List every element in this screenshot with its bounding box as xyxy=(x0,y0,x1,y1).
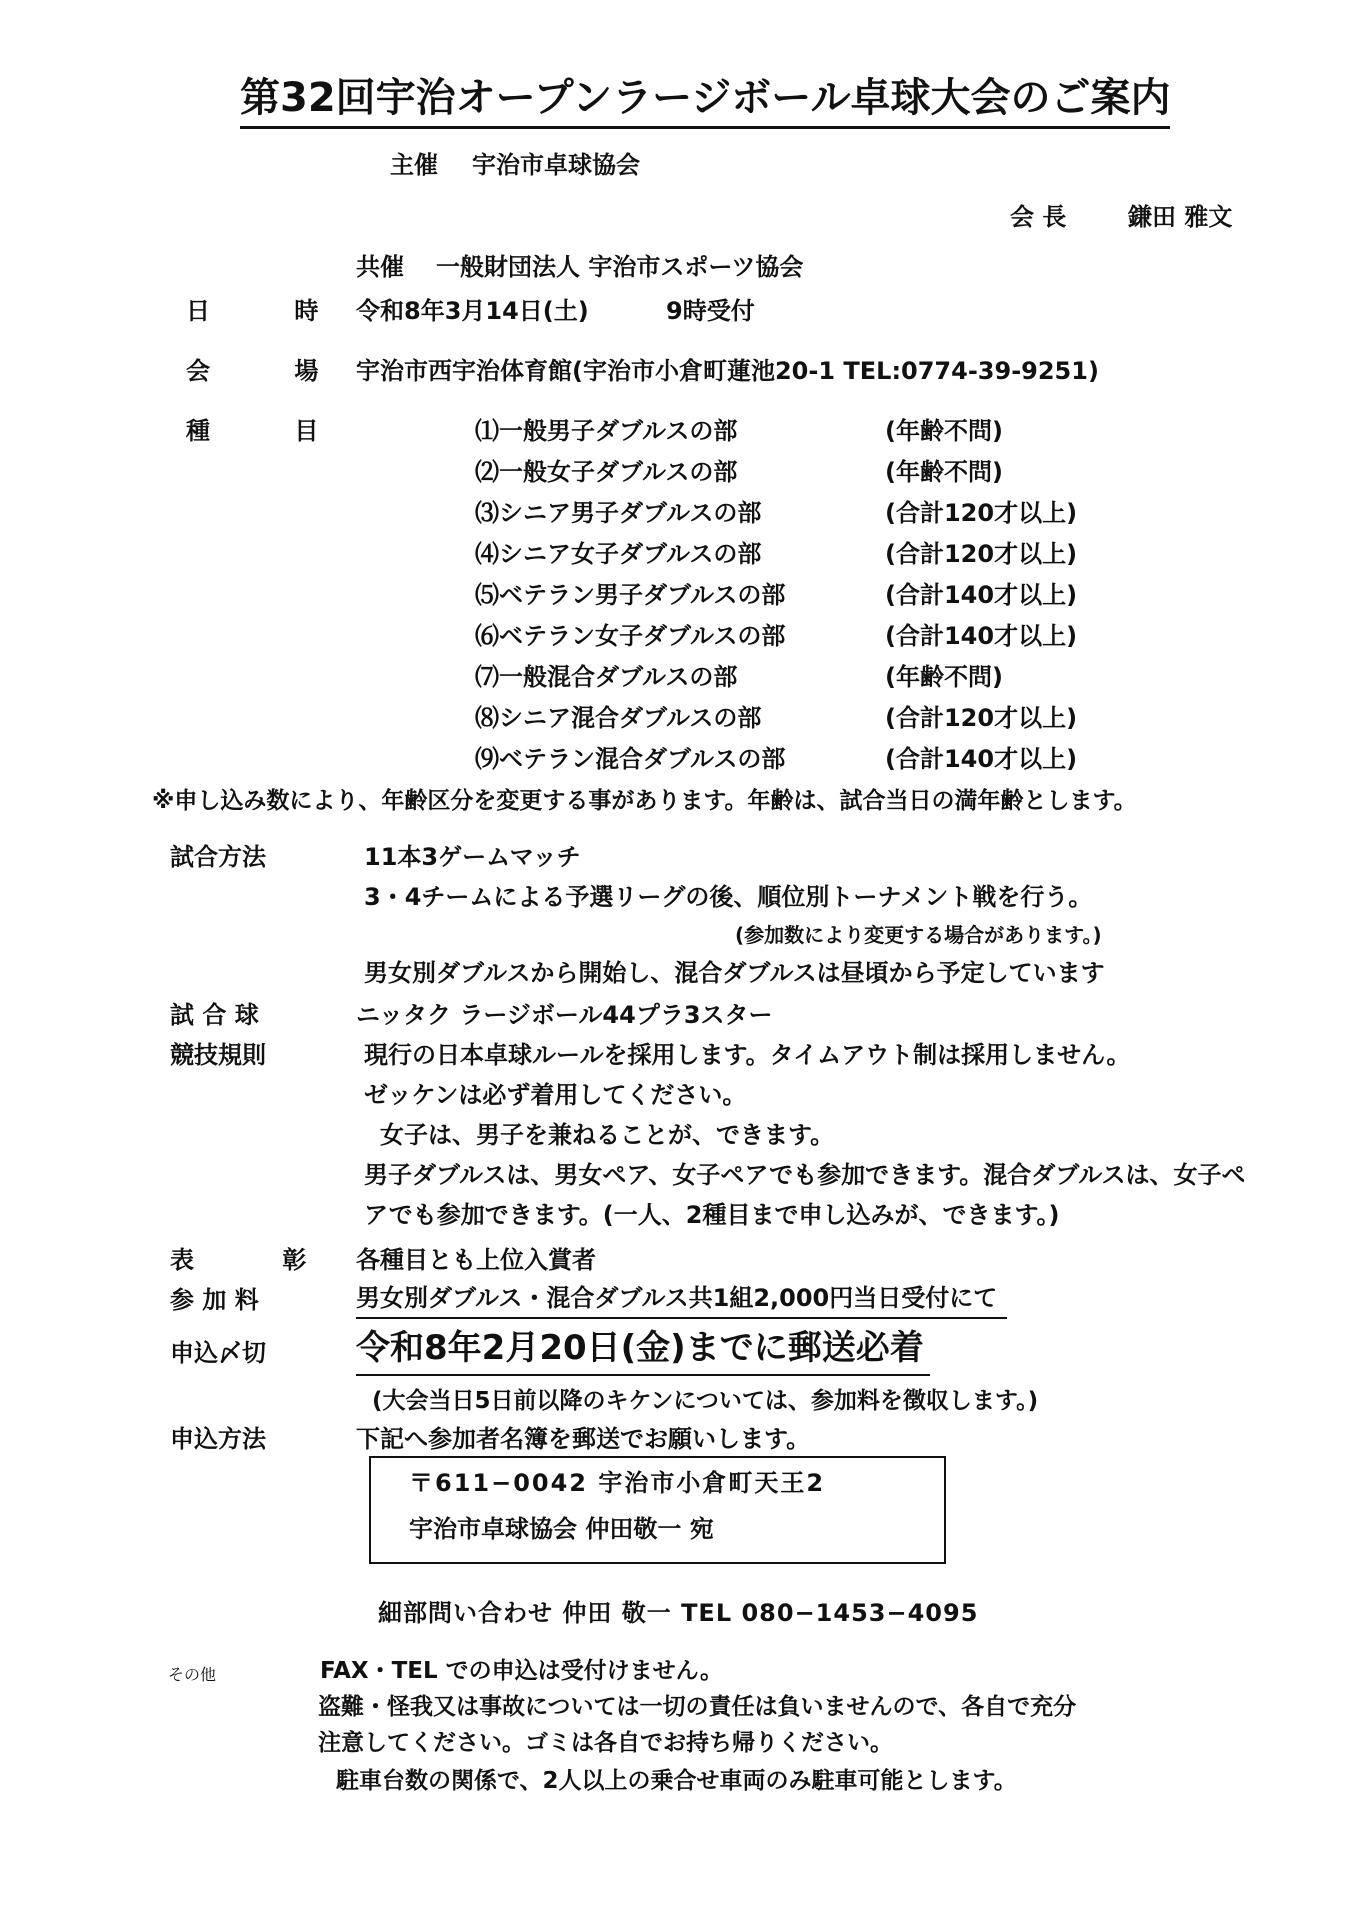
address-line: 〒611−0042 宇治市小倉町天王2 xyxy=(409,1469,826,1497)
event-item: ⑵一般女子ダブルスの部 xyxy=(475,458,738,486)
event-age: (合計140才以上) xyxy=(885,581,1078,609)
other-line: 駐車台数の関係で、2人以上の乗合せ車両のみ駐車可能とします。 xyxy=(336,1768,1017,1794)
cosponsor-name: 一般財団法人 宇治市スポーツ協会 xyxy=(436,253,804,281)
rules-label: 競技規則 xyxy=(170,1041,266,1069)
event-item: ⑹ベテラン女子ダブルスの部 xyxy=(475,622,786,650)
deadline-label: 申込〆切 xyxy=(170,1339,266,1367)
rules-line: 女子は、男子を兼ねることが、できます。 xyxy=(380,1121,835,1149)
event-age: (年齢不問) xyxy=(885,663,1003,691)
event-age: (合計140才以上) xyxy=(885,745,1078,773)
award-value: 各種目とも上位入賞者 xyxy=(356,1246,596,1274)
event-item: ⑷シニア女子ダブルスの部 xyxy=(475,540,762,568)
match-method-line: 11本3ゲームマッチ xyxy=(364,843,581,871)
datetime-reception: 9時受付 xyxy=(666,297,755,325)
event-age: (合計120才以上) xyxy=(885,499,1078,527)
event-item: ⑶シニア男子ダブルスの部 xyxy=(475,499,762,527)
chair-name: 鎌田 雅文 xyxy=(1128,203,1233,231)
fee-label: 参 加 料 xyxy=(170,1286,259,1314)
events-label: 種 目 xyxy=(186,417,357,445)
match-method-line: 男女別ダブルスから開始し、混合ダブルスは昼頃から予定しています xyxy=(364,959,1105,987)
chair-title: 会 長 xyxy=(1010,203,1067,231)
fee-value: 男女別ダブルス・混合ダブルス共1組2,000円当日受付にて xyxy=(356,1283,1007,1319)
other-line: 盗難・怪我又は事故については一切の責任は負いませんので、各自で充分 xyxy=(318,1694,1077,1720)
other-line: 注意してください。ゴミは各自でお持ち帰りください。 xyxy=(318,1730,893,1756)
rules-line: 男子ダブルスは、男女ペア、女子ペアでも参加できます。混合ダブルスは、女子ペ xyxy=(364,1161,1246,1189)
deadline-note: (大会当日5日前以降のキケンについては、参加料を徴収します。) xyxy=(372,1388,1039,1414)
event-age: (年齢不問) xyxy=(885,417,1003,445)
organizer-label: 主催 xyxy=(390,151,438,179)
ball-label: 試 合 球 xyxy=(170,1001,259,1029)
rules-line: ゼッケンは必ず着用してください。 xyxy=(364,1081,747,1109)
apply-method-label: 申込方法 xyxy=(170,1425,266,1453)
rules-line: アでも参加できます。(一人、2種目まで申し込みが、できます。) xyxy=(364,1201,1060,1229)
event-age: (年齢不問) xyxy=(885,458,1003,486)
cosponsor-label: 共催 xyxy=(356,253,404,281)
organizer-name: 宇治市卓球協会 xyxy=(472,151,640,179)
venue-value: 宇治市西宇治体育館(宇治市小倉町蓮池20-1 TEL:0774-39-9251) xyxy=(356,357,1099,385)
datetime-value: 令和8年3月14日(土) xyxy=(356,297,589,325)
match-method-line: 3・4チームによる予選リーグの後、順位別トーナメント戦を行う。 xyxy=(364,883,1093,911)
contact-info: 細部問い合わせ 仲田 敬一 TEL 080−1453−4095 xyxy=(378,1599,979,1627)
other-line: FAX・TEL での申込は受付けません。 xyxy=(320,1658,724,1684)
other-label: その他 xyxy=(168,1665,217,1684)
event-item: ⑸ベテラン男子ダブルスの部 xyxy=(475,581,786,609)
event-item: ⑴一般男子ダブルスの部 xyxy=(475,417,738,445)
event-item: ⑺一般混合ダブルスの部 xyxy=(475,663,738,691)
address-box xyxy=(369,1456,946,1564)
award-label: 表 彰 xyxy=(170,1246,347,1274)
event-age: (合計140才以上) xyxy=(885,622,1078,650)
event-item: ⑻シニア混合ダブルスの部 xyxy=(475,704,762,732)
apply-method-value: 下記へ参加者名簿を郵送でお願いします。 xyxy=(356,1425,811,1453)
rules-line: 現行の日本卓球ルールを採用します。タイムアウト制は採用しません。 xyxy=(364,1041,1131,1069)
ball-value: ニッタク ラージボール44プラ3スター xyxy=(356,1001,773,1029)
events-note: ※申し込み数により、年齢区分を変更する事があります。年齢は、試合当日の満年齢とします。 xyxy=(152,788,1137,814)
event-item: ⑼ベテラン混合ダブルスの部 xyxy=(475,745,786,773)
datetime-label: 日 時 xyxy=(186,297,357,325)
address-line: 宇治市卓球協会 仲田敬一 宛 xyxy=(409,1515,714,1543)
match-method-line: (参加数により変更する場合があります。) xyxy=(735,923,1102,947)
match-method-label: 試合方法 xyxy=(170,843,266,871)
event-age: (合計120才以上) xyxy=(885,540,1078,568)
event-age: (合計120才以上) xyxy=(885,704,1078,732)
venue-label: 会 場 xyxy=(186,357,357,385)
deadline-value: 令和8年2月20日(金)までに郵送必着 xyxy=(356,1326,930,1376)
page-title: 第32回宇治オープンラージボール卓球大会のご案内 xyxy=(240,72,1170,129)
